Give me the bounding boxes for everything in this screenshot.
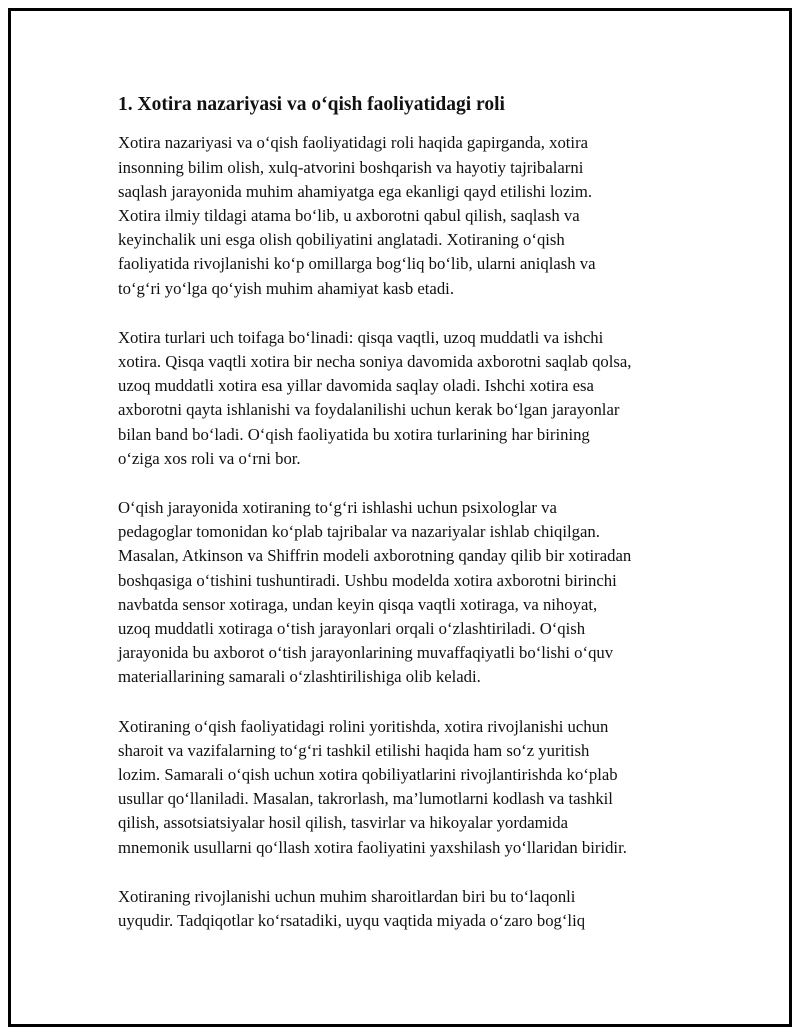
text-line: saqlash jarayonida muhim ahamiyatga ega ekanligi qayd etilishi lozim. (118, 181, 593, 201)
text-line: o‘ziga xos roli va o‘rni bor. (118, 448, 301, 468)
text-line: bilan band bo‘ladi. O‘qish faoliyatida bu xotira turlarining har birining (118, 424, 590, 444)
paragraph-3 (118, 496, 694, 690)
text-line: Xotiraning o‘qish faoliyatidagi rolini yoritishda, xotira rivojlanishi uchun (118, 716, 609, 736)
text-line: Xotira nazariyasi va o‘qish faoliyatidagi roli haqida gapirganda, xotira (118, 133, 589, 153)
text-line: xotira. Qisqa vaqtli xotira bir necha soniya davomida axborotni saqlab qolsa, (118, 351, 632, 371)
section-heading: 1. Xotira nazariyasi va o‘qish faoliyatidagi roli (118, 94, 505, 115)
text-line: sharoit va vazifalarning to‘g‘ri tashkil etilishi haqida ham so‘z yuritish (118, 740, 590, 760)
text-line: jarayonida bu axborot o‘tish jarayonlarining muvaffaqiyatli bo‘lishi o‘quv (118, 643, 614, 663)
text-line: pedagoglar tomonidan ko‘plab tajribalar va nazariyalar ishlab chiqilgan. (118, 522, 600, 542)
text-line: qilish, assotsiatsiyalar hosil qilish, tasvirlar va hikoyalar yordamida (118, 813, 569, 833)
paragraph-5 (118, 885, 694, 933)
text-line: boshqasiga o‘tishini tushuntiradi. Ushbu modelda xotira axborotni birinchi (118, 570, 617, 590)
paragraph-1 (118, 131, 694, 300)
text-line: navbatda sensor xotiraga, undan keyin qisqa vaqtli xotiraga, va nihoyat, (118, 594, 598, 614)
text-line: O‘qish jarayonida xotiraning to‘g‘ri ishlashi uchun psixologlar va (118, 497, 557, 517)
text-line: uzoq muddatli xotiraga o‘tish jarayonlari orqali o‘zlashtiriladi. O‘qish (118, 619, 586, 638)
paragraph-4 (118, 715, 694, 860)
text-line: Xotiraning rivojlanishi uchun muhim sharoitlardan biri bu to‘laqonli (118, 886, 576, 906)
text-line: usullar qo‘llaniladi. Masalan, takrorlash, ma’lumotlarni kodlash va tashkil (118, 789, 613, 809)
text-line: Xotira turlari uch toifaga bo‘linadi: qisqa vaqtli, uzoq muddatli va ishchi (118, 327, 604, 347)
text-line: axborotni qayta ishlanishi va foydalanilishi uchun kerak bo‘lgan jarayonlar (118, 400, 620, 420)
text-line: uyqudir. Tadqiqotlar ko‘rsatadiki, uyqu vaqtida miyada o‘zaro bog‘liq (118, 911, 586, 931)
text-line: to‘g‘ri yo‘lga qo‘yish muhim ahamiyat kasb etadi. (118, 278, 454, 298)
text-line: Masalan, Atkinson va Shiffrin modeli axborotning qanday qilib bir xotiradan (118, 546, 632, 566)
text-line: mnemonik usullarni qo‘llash xotira faoliyatini yaxshilash yo‘llaridan biridir. (118, 837, 627, 857)
document-content (118, 92, 694, 958)
text-line: materiallarining samarali o‘zlashtirilishiga olib keladi. (118, 667, 481, 687)
text-line: insonning bilim olish, xulq-atvorini boshqarish va hayotiy tajribalarni (118, 157, 584, 177)
text-line: Xotira ilmiy tildagi atama bo‘lib, u axborotni qabul qilish, saqlash va (118, 205, 580, 225)
text-line: keyinchalik uni esga olish qobiliyatini anglatadi. Xotiraning o‘qish (118, 230, 565, 250)
text-line: uzoq muddatli xotira esa yillar davomida saqlay oladi. Ishchi xotira esa (118, 376, 594, 396)
text-line: faoliyatida rivojlanishi ko‘p omillarga bog‘liq bo‘lib, ularni aniqlash va (118, 254, 596, 274)
text-line: lozim. Samarali o‘qish uchun xotira qobiliyatlarini rivojlantirishda ko‘plab (118, 765, 618, 785)
paragraph-2 (118, 326, 694, 471)
